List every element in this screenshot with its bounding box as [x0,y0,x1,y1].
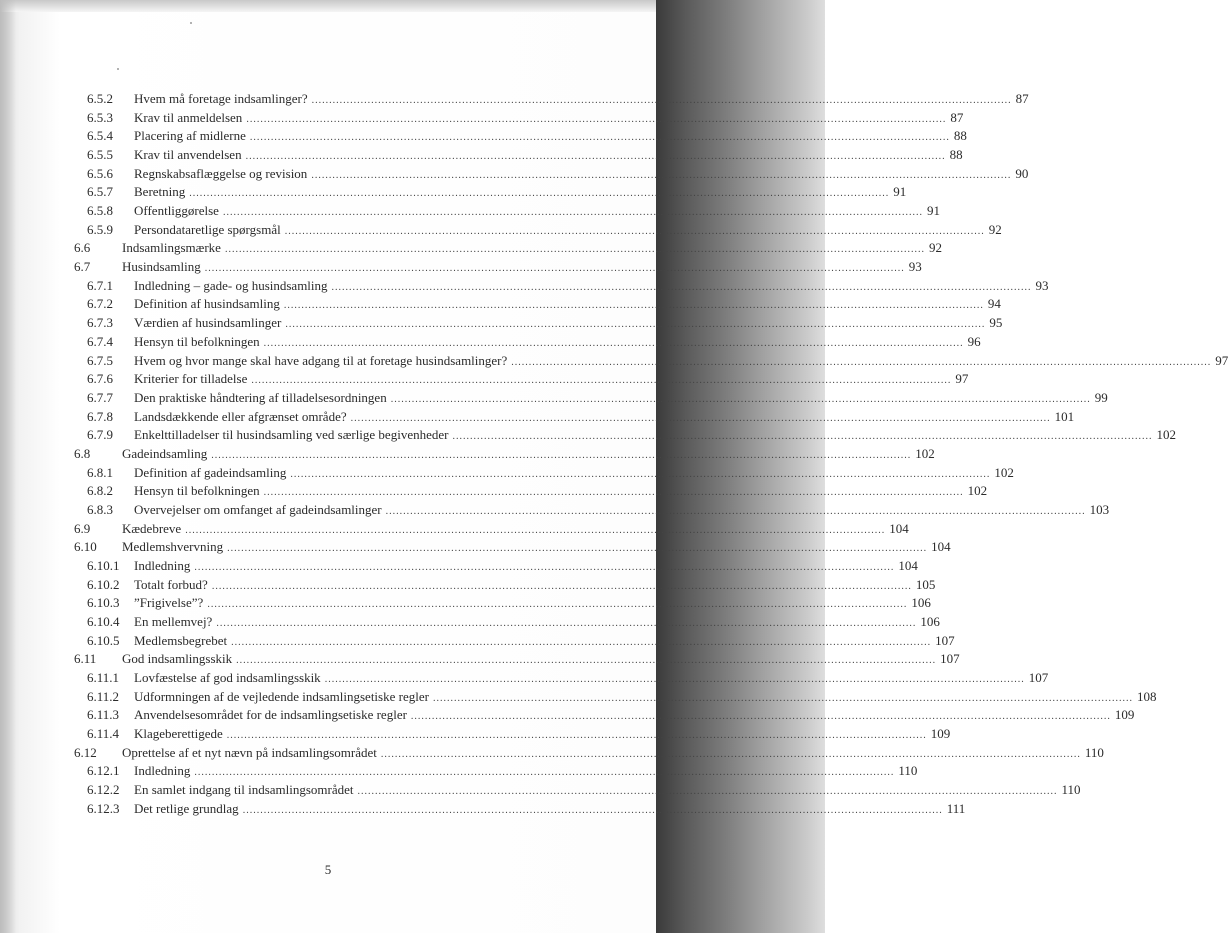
toc-dot-leader: ........................................................................................................................................................................................................ [251,375,952,387]
toc-entry-number: 6.10.5 [87,632,120,648]
toc-dot-leader: ........................................................................................................................................................................................................ [311,169,1012,181]
toc-entry-page: 108 [1136,688,1157,704]
toc-entry-title: Krav til anvendelsen [134,147,242,163]
toc-entry-page: 87 [950,109,964,125]
toc-entry-title: ”Frigivelse”? [134,595,204,611]
toc-dot-leader: ........................................................................................................................................................................................................ [357,786,1058,798]
toc-entry-page: 102 [915,445,935,461]
toc-entry [0,482,988,500]
toc-dot-leader: ........................................................................................................................................................................................................ [245,151,946,163]
toc-entry-number: 6.5.5 [87,147,113,163]
toc-entry [0,258,922,276]
toc-dot-leader: ........................................................................................................................................................................................................ [227,543,928,555]
toc-entry [0,183,907,201]
toc-entry-title: Værdien af husindsamlinger [134,315,282,331]
toc-entry-page: 88 [953,128,967,144]
toc-dot-leader: ........................................................................................................................................................................................................ [331,281,1032,293]
toc-entry [0,127,967,145]
toc-entry-page: 109 [930,726,951,742]
toc-entry-page: 104 [889,520,909,536]
toc-entry-page: 109 [1114,707,1135,723]
toc-entry-number: 6.7.6 [87,371,113,387]
toc-dot-leader: ........................................................................................................................................................................................................ [189,188,890,200]
toc-entry-title: Regnskabsaflæggelse og revision [134,165,308,181]
toc-entry [0,576,936,594]
toc-dot-leader: ........................................................................................................................................................................................................ [204,263,905,275]
toc-entry-number: 6.9 [74,520,91,536]
toc-entry-page: 107 [1028,670,1049,686]
toc-entry-number: 6.12 [74,744,97,760]
toc-entry-title: Hvem må foretage indsamlinger? [134,91,308,106]
toc-dot-leader: ........................................................................................................................................................................................................ [222,207,923,219]
toc-entry-number: 6.6 [74,240,91,256]
toc-dot-leader: ........................................................................................................................................................................................................ [246,113,947,125]
toc-entry [0,221,1002,239]
toc-entry [0,408,1075,426]
toc-entry-page: 93 [908,259,922,275]
toc-entry-page: 96 [967,333,981,349]
toc-entry-page: 106 [911,595,931,611]
toc-entry-number: 6.12.2 [87,782,120,798]
scan-speck [117,68,119,70]
toc-dot-leader: ........................................................................................................................................................................................................ [324,674,1025,686]
toc-entry-page: 94 [987,296,1001,312]
toc-entry-number: 6.11.1 [87,670,120,686]
toc-entry-title: Totalt forbud? [134,576,208,592]
toc-entry [0,557,918,575]
toc-entry-title: Definition af gadeindsamling [134,464,287,480]
toc-entry-title: Beretning [134,184,186,200]
toc-dot-leader: ........................................................................................................................................................................................................ [263,487,964,499]
toc-entry [0,314,1003,332]
toc-entry-number: 6.5.8 [87,203,113,219]
toc-entry [0,239,942,257]
toc-entry-page: 107 [935,632,955,648]
toc-entry-number: 6.8.2 [87,483,113,499]
toc-entry [0,632,955,650]
toc-dot-leader: ........................................................................................................................................................................................................ [194,767,895,779]
toc-entry-title: Krav til anmeldelsen [134,109,243,125]
toc-entry-number: 6.8.1 [87,464,113,480]
toc-entry-page: 101 [1054,408,1075,424]
toc-entry-number: 6.7.1 [87,277,113,293]
toc-entry-page: 103 [1089,501,1110,517]
toc-dot-leader: ........................................................................................................................................................................................................ [284,225,985,237]
toc-entry-number: 6.10.2 [87,576,120,592]
toc-entry [0,706,1135,724]
toc-dot-leader: ........................................................................................................................................................................................................ [385,505,1086,517]
toc-entry [0,762,918,780]
toc-entry [0,333,981,351]
toc-entry-page: 90 [1015,165,1029,181]
toc-dot-leader: ........................................................................................................................................................................................................ [452,431,1153,443]
toc-dot-leader: ........................................................................................................................................................................................................ [211,580,912,592]
toc-entry-number: 6.7.2 [87,296,113,312]
toc-dot-leader: ........................................................................................................................................................................................................ [511,356,1212,368]
toc-entry-number: 6.11 [74,651,97,667]
toc-entry-page: 92 [928,240,942,256]
toc-entry-number: 6.11.3 [87,707,120,723]
toc-dot-leader: ........................................................................................................................................................................................................ [226,730,927,742]
toc-entry [0,295,1001,313]
toc-entry-title: En mellemvej? [134,614,213,630]
toc-entry-number: 6.12.1 [87,763,120,779]
toc-dot-leader: ........................................................................................................................................................................................................ [242,804,943,816]
toc-entry-title: Den praktiske håndtering af tilladelsesordningen [134,389,387,405]
toc-entry-page: 104 [931,539,951,555]
toc-entry-title: Indledning – gade- og husindsamling [134,277,328,293]
toc-entry-title: Klageberettigede [134,726,223,742]
toc-entry-number: 6.7.3 [87,315,113,331]
toc-dot-leader: ........................................................................................................................................................................................................ [311,95,1012,106]
toc-entry-page: 106 [920,614,940,630]
toc-dot-leader: ........................................................................................................................................................................................................ [283,300,984,312]
toc-entry [0,744,1104,762]
toc-dot-leader: ........................................................................................................................................................................................................ [211,449,912,461]
toc-entry [0,669,1049,687]
toc-entry-number: 6.10.1 [87,558,120,573]
toc-entry-page: 87 [1015,91,1029,106]
toc-entry-title: Enkelttilladelser til husindsamling ved særlige begivenheder [134,427,449,443]
toc-entry-title: Husindsamling [122,259,201,275]
toc-dot-leader: ........................................................................................................................................................................................................ [350,412,1051,424]
toc-entry-page: 91 [893,184,907,200]
toc-entry-title: Indledning [134,558,191,573]
toc-entry-number: 6.7.5 [87,352,113,368]
toc-entry-page: 95 [989,315,1003,331]
toc-dot-leader: ........................................................................................................................................................................................................ [380,748,1081,760]
toc-entry-page: 93 [1035,277,1049,293]
toc-dot-leader: ........................................................................................................................................................................................................ [410,711,1111,723]
toc-entry-number: 6.7.4 [87,333,113,349]
toc-dot-leader: ........................................................................................................................................................................................................ [216,618,917,630]
toc-entry-page: 102 [967,483,988,499]
toc-entry-page: 102 [994,464,1014,480]
toc-entry-title: Kriterier for tilladelse [134,371,248,387]
toc-entry [0,520,909,538]
toc-entry-title: Placering af midlerne [134,128,246,144]
toc-entry-number: 6.5.9 [87,221,113,237]
toc-entry [0,781,1081,799]
toc-entry-title: Hensyn til befolkningen [134,333,260,349]
toc-entry [0,688,1157,706]
toc-entry-number: 6.8 [74,445,91,461]
toc-entry-page: 91 [926,203,940,219]
toc-entry-page: 111 [946,800,966,816]
toc-entry [0,90,1029,108]
toc-entry-title: Persondataretlige spørgsmål [134,221,281,237]
toc-entry-page: 105 [915,576,936,592]
toc-entry [0,464,1014,482]
toc-entry-title: Kædebreve [122,520,182,536]
toc-entry-number: 6.7 [74,259,91,275]
toc-entry-number: 6.5.7 [87,184,113,200]
toc-entry-title: Lovfæstelse af god indsamlingsskik [134,670,321,686]
toc-entry-title: Oprettelse af et nyt nævn på indsamlingsområdet [122,744,377,760]
toc-entry-title: Medlemsbegrebet [134,632,228,648]
toc-entry-page: 107 [940,651,960,667]
toc-dot-leader: ........................................................................................................................................................................................................ [236,655,937,667]
toc-entry-title: En samlet indgang til indsamlingsområdet [134,782,354,798]
toc-entry-title: Medlemshvervning [122,539,224,555]
toc-entry [0,501,1110,519]
toc-entry-title: Udformningen af de vejledende indsamlingsetiske regler [134,688,429,704]
toc-entry-page: 110 [1061,782,1081,798]
toc-dot-leader: ........................................................................................................................................................................................................ [194,562,895,573]
toc-entry [0,594,931,612]
toc-entry [0,613,940,631]
toc-entry [0,109,964,127]
toc-entry-number: 6.7.8 [87,408,113,424]
toc-dot-leader: ........................................................................................................................................................................................................ [285,319,986,331]
toc-entry-title: Indsamlingsmærke [122,240,221,256]
toc-entry-number: 6.10.3 [87,595,120,611]
toc-entry-page: 102 [1156,427,1176,443]
toc-entry-number: 6.10.4 [87,614,120,630]
toc-dot-leader: ........................................................................................................................................................................................................ [231,636,932,648]
scan-speck [190,22,192,24]
toc-entry-number: 6.11.2 [87,688,120,704]
toc-entry [0,277,1049,295]
toc-entry-page: 88 [949,147,963,163]
toc-entry-number: 6.7.9 [87,427,113,443]
toc-dot-leader: ........................................................................................................................................................................................................ [263,337,964,349]
toc-entry [0,445,935,463]
toc-entry-page: 97 [955,371,969,387]
toc-entry [0,352,1228,370]
toc-dot-leader: ........................................................................................................................................................................................................ [390,393,1091,405]
toc-entry [0,370,969,388]
toc-entry-number: 6.5.4 [87,128,113,144]
toc-entry-title: Landsdækkende eller afgrænset område? [134,408,347,424]
toc-entry-page: 104 [898,558,918,573]
toc-entry-title: Offentliggørelse [134,203,219,219]
toc-entry [0,426,1176,444]
toc-entry [0,650,960,668]
toc-entry-page: 97 [1215,352,1228,368]
toc-dot-leader: ........................................................................................................................................................................................................ [432,692,1133,704]
toc-entry [0,202,940,220]
toc-entry-number: 6.7.7 [87,389,113,405]
toc-dot-leader: ........................................................................................................................................................................................................ [249,132,950,144]
toc-entry [0,389,1108,407]
toc-dot-leader: ........................................................................................................................................................................................................ [185,524,886,536]
toc-entry-number: 6.5.2 [87,91,113,106]
toc-entry [0,725,951,743]
toc-entry-title: Definition af husindsamling [134,296,280,312]
toc-entry [0,538,951,556]
toc-entry-number: 6.5.6 [87,165,113,181]
toc-entry-title: Gadeindsamling [122,445,208,461]
toc-entry-number: 6.5.3 [87,109,113,125]
toc-entry-title: Overvejelser om omfanget af gadeindsamlinger [134,501,382,517]
toc-entry-number: 6.10 [74,539,97,555]
toc-entry-page: 110 [1084,744,1104,760]
toc-entry-page: 110 [898,763,918,779]
toc-dot-leader: ........................................................................................................................................................................................................ [224,244,925,256]
toc-entry [0,146,963,164]
toc-dot-leader: ........................................................................................................................................................................................................ [207,599,908,611]
toc-entry-title: Hvem og hvor mange skal have adgang til at foretage husindsamlinger? [134,352,508,368]
toc-entry-title: Anvendelsesområdet for de indsamlingsetiske regler [134,707,407,723]
toc-entry-number: 6.11.4 [87,726,120,742]
toc-entry-page: 92 [988,221,1002,237]
toc-entry-number: 6.8.3 [87,501,113,517]
toc-entry-number: 6.12.3 [87,800,120,816]
toc-entry-title: God indsamlingsskik [122,651,233,667]
toc-dot-leader: ........................................................................................................................................................................................................ [290,468,991,480]
toc-entry-page: 99 [1094,389,1108,405]
toc-entry-title: Det retlige grundlag [134,800,239,816]
toc-entry-title: Hensyn til befolkningen [134,483,260,499]
toc-entry [0,165,1029,183]
page-number: 5 [324,862,332,877]
toc-entry [0,800,966,818]
toc-entry-title: Indledning [134,763,191,779]
